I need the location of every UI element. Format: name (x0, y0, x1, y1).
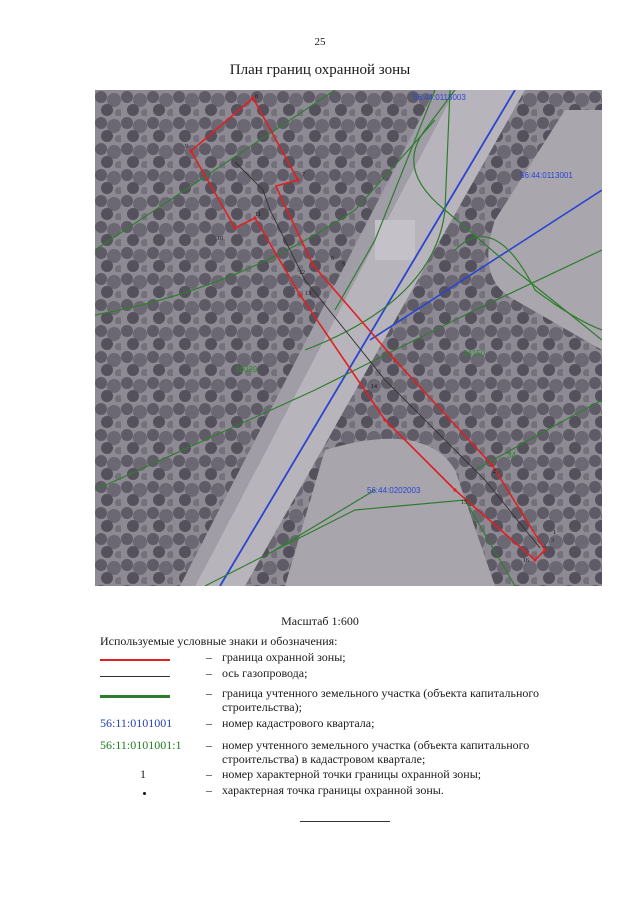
point-marker (393, 358, 396, 361)
red-line-symbol (100, 659, 170, 661)
point-dot-symbol (143, 792, 146, 795)
point-label: 12 (299, 270, 305, 276)
parcel-label: 30039 (235, 365, 258, 374)
point-marker (533, 558, 536, 561)
quarter-label: 56:44:0113001 (520, 171, 573, 180)
page-number: 25 (314, 36, 326, 48)
point-marker (298, 293, 301, 296)
point-label: 5 (342, 262, 345, 268)
legend-description: граница охранной зоны; (222, 650, 346, 664)
point-label: 2 (493, 469, 496, 475)
point-label: 4 (543, 544, 546, 550)
boundary-map (95, 90, 602, 586)
legend-title: Используемые условные знаки и обозначения: (100, 634, 338, 648)
legend-description: характерная точка границы охранной зоны. (222, 783, 444, 797)
footer-divider (300, 821, 390, 822)
quarter-label: 56:44:0115003 (413, 93, 466, 102)
point-marker (233, 226, 236, 229)
point-number-sample: 1 (140, 767, 146, 781)
legend-description: номер характерной точки границы охранной зоны; (222, 767, 482, 781)
point-label: 1 (553, 530, 556, 536)
quarter-label: 56:44:0202003 (367, 486, 421, 495)
quarter-number-sample: 56:11:0101001 (100, 716, 173, 730)
black-line-symbol (100, 676, 170, 677)
legend-dash: – (206, 716, 212, 730)
point-marker (189, 149, 192, 152)
legend-dash: – (206, 767, 212, 781)
parcel-number-sample: 56:11:0101001:1 (100, 738, 182, 752)
point-marker (296, 178, 299, 181)
point-marker (311, 263, 314, 266)
point-label: 7 (302, 172, 305, 178)
legend-description: номер учтенного земельного участка (объекта капитального строительства) в кадастровом квартале; (222, 738, 530, 766)
point-marker (383, 418, 386, 421)
point-label: 13 (305, 291, 311, 297)
legend-dash: – (206, 686, 212, 700)
legend-dash: – (206, 783, 212, 797)
page-title: План границ охранной зоны (229, 62, 411, 78)
legend-dash: – (206, 666, 212, 680)
parcel-label: 34150 (463, 349, 486, 358)
point-label: 6 (331, 256, 334, 262)
legend-dash: – (206, 650, 212, 664)
point-label: 11 (255, 212, 261, 218)
point-label: 10 (217, 236, 223, 242)
legend-description: граница учтенного земельного участка (объекта капитального строительства); (222, 686, 540, 714)
legend-dash: – (206, 738, 212, 752)
green-line-symbol (100, 695, 170, 698)
point-marker (490, 463, 493, 466)
point-label: 9 (185, 144, 188, 150)
parcel-label: 34 (507, 451, 516, 460)
point-marker (453, 488, 456, 491)
point-label: 8 (255, 94, 258, 100)
legend-description: ось газопровода; (222, 666, 308, 680)
legend-description: номер кадастрового квартала; (222, 716, 375, 730)
point-label: 14 (371, 384, 377, 390)
map-scale: Масштаб 1:600 (281, 614, 359, 628)
point-label: 3 (551, 538, 554, 544)
point-label: 15 (461, 500, 467, 506)
point-label: 16 (523, 558, 529, 564)
